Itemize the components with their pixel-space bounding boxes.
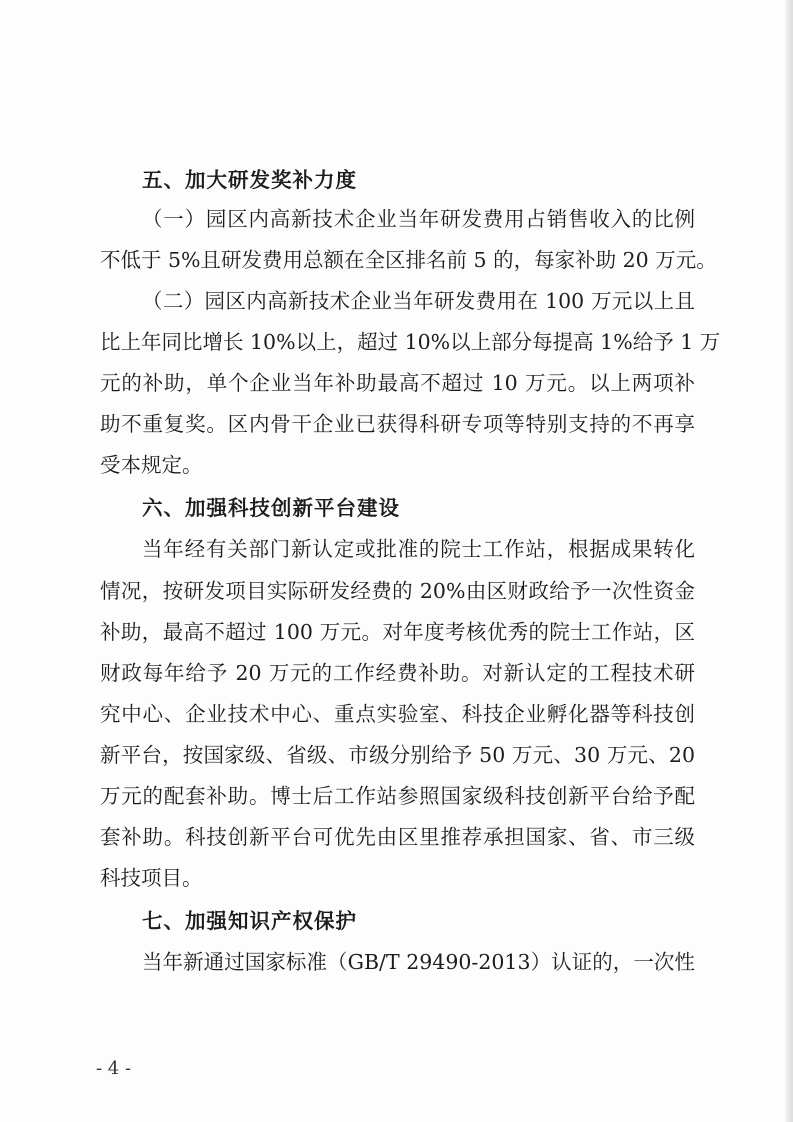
section-6-line-6: 新平台，按国家级、省级、市级分别给予 50 万元、30 万元、20: [100, 743, 695, 767]
section-5-para-2-line-1: （二）园区内高新技术企业当年研发费用在 100 万元以上且: [142, 289, 695, 313]
section-5-para-2-line-2: 比上年同比增长 10%以上，超过 10%以上部分每提高 1%给予 1 万: [100, 330, 721, 354]
section-7-heading: 七、加强知识产权保护: [142, 909, 357, 933]
section-5-para-2-line-3: 元的补助，单个企业当年补助最高不超过 10 万元。以上两项补: [100, 371, 695, 395]
section-6-line-7: 万元的配套补助。博士后工作站参照国家级科技创新平台给予配: [100, 784, 695, 808]
section-5-para-2-line-4: 助不重复奖。区内骨干企业已获得科研专项等特别支持的不再享: [100, 412, 695, 436]
section-5-heading: 五、加大研发奖补力度: [142, 168, 357, 192]
section-6-line-4: 财政每年给予 20 万元的工作经费补助。对新认定的工程技术研: [100, 661, 695, 685]
section-5-para-1-line-2: 不低于 5%且研发费用总额在全区排名前 5 的，每家补助 20 万元。: [100, 248, 717, 272]
section-6-line-5: 究中心、企业技术中心、重点实验室、科技企业孵化器等科技创: [100, 702, 695, 726]
section-6-line-9: 科技项目。: [100, 866, 203, 890]
section-6-line-3: 补助，最高不超过 100 万元。对年度考核优秀的院士工作站，区: [100, 620, 695, 644]
section-7-line-1: 当年新通过国家标准（GB/T 29490-2013）认证的，一次性: [142, 950, 695, 974]
scan-edge: [785, 0, 793, 1122]
section-5-para-1-line-1: （一）园区内高新技术企业当年研发费用占销售收入的比例: [142, 207, 695, 231]
page-number: - 4 -: [96, 1058, 132, 1079]
section-5-para-2-line-5: 受本规定。: [100, 453, 203, 477]
section-6-line-2: 情况，按研发项目实际研发经费的 20%由区财政给予一次性资金: [100, 579, 695, 603]
section-6-line-8: 套补助。科技创新平台可优先由区里推荐承担国家、省、市三级: [100, 825, 695, 849]
section-6-line-1: 当年经有关部门新认定或批准的院士工作站，根据成果转化: [142, 537, 695, 561]
section-6-heading: 六、加强科技创新平台建设: [142, 496, 400, 520]
